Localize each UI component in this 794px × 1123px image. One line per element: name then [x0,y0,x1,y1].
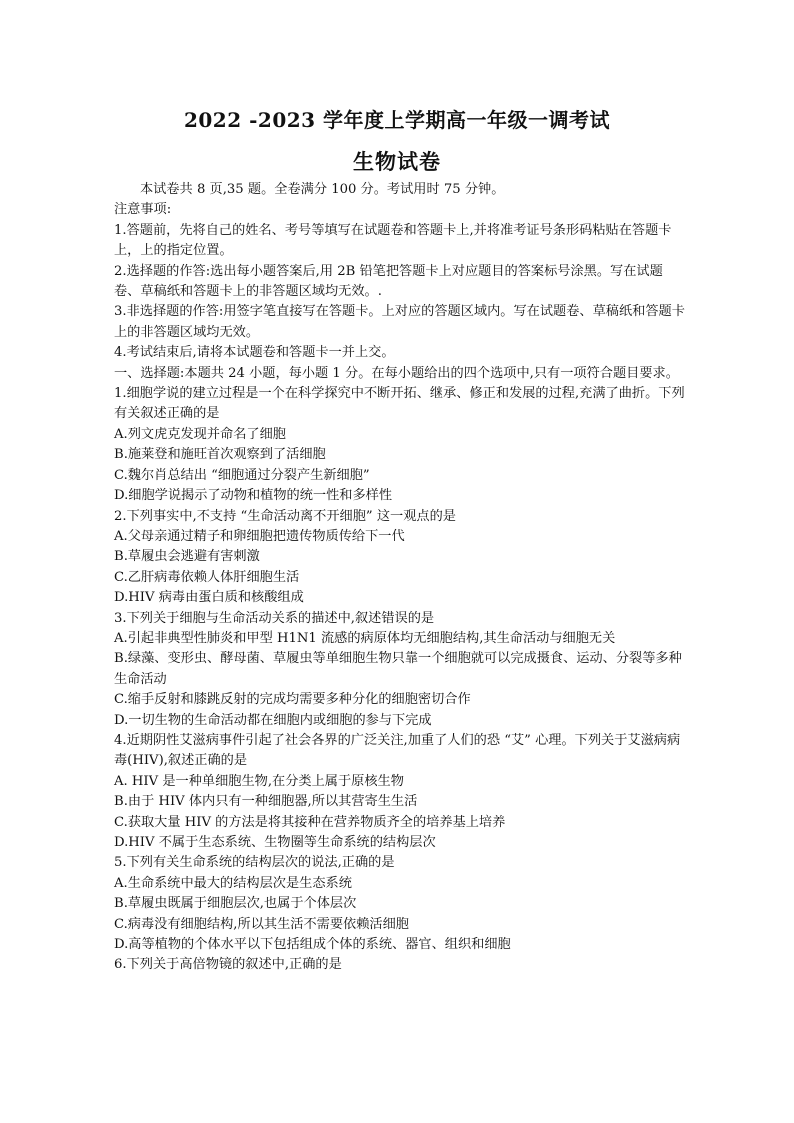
section-heading: 一、选择题:本题共 24 小题，每小题 1 分。在每小题给出的四个选项中,只有一项符合题目要求。 [114,365,679,381]
question-stem: 4.近期阴性艾滋病事件引起了社会各界的广泛关注,加重了人们的恐 “艾” 心理。下列关于艾滋病病毒(HIV),叙述正确的是 [114,732,681,769]
question-stem: 1.细胞学说的建立过程是一个在科学探究中不断开拓、继承、修正和发展的过程,充满了曲折。下列有关叙述正确的是 [114,386,685,422]
notice-heading: 注意事项: [114,202,172,218]
question-stem: 3.下列关于细胞与生命活动关系的描述中,叙述错误的是 [114,610,435,626]
notice-item: 4.考试结束后,请将本试题卷和答题卡一并上交。 [114,345,395,361]
question-option: B.绿藻、变形虫、酵母菌、草履虫等单细胞生物只靠一个细胞就可以完成摄食、运动、分裂等多种生命活动 [114,651,682,687]
question-option: D.一切生物的生命活动都在细胞内或细胞的参与下完成 [114,712,432,728]
question-option: D.细胞学说揭示了动物和植物的统一性和多样性 [114,488,393,504]
question-stem: 5.下列有关生命系统的结构层次的说法,正确的是 [114,855,395,871]
question-option: C.乙肝病毒依赖人体肝细胞生活 [114,569,300,585]
question-option: C.获取大量 HIV 的方法是将其接种在营养物质齐全的培养基上培养 [114,814,506,830]
question-stem: 2.下列事实中,不支持 “生命活动离不开细胞” 这一观点的是 [114,508,456,524]
question-option: A. HIV 是一种单细胞生物,在分类上属于原核生物 [114,773,404,789]
notice-item: 1.答题前，先将自己的姓名、考号等填写在试题卷和答题卡上,并将准考证号条形码粘贴在答题卡上，上的指定位置。 [114,222,672,259]
notice-item: 3.非选择题的作答:用签字笔直接写在答题卡。上对应的答题区域内。写在试题卷、草稿纸和答题卡上的非答题区域均无效。 [114,304,685,340]
question-option: C.魏尔肖总结出 “细胞通过分裂产生新细胞” [114,467,370,483]
question-option: A.引起非典型性肺炎和甲型 H1N1 流感的病原体均无细胞结构,其生命活动与细胞无关 [114,630,616,646]
exam-title: 2022 -2023 学年度上学期高一年级一调考试 [183,108,611,132]
intro-text: 本试卷共 8 页,35 题。全卷满分 100 分。考试用时 75 分钟。 [140,182,505,197]
exam-subtitle: 生物试卷 [353,149,441,174]
notice-item: 2.选择题的作答:选出每小题答案后,用 2B 铅笔把答题卡上对应题目的答案标号涂黑。写在试题卷、草稿纸和答题卡上的非答题区域均无效。. [114,263,663,300]
question-stem: 6.下列关于高倍物镜的叙述中,正确的是 [114,957,342,973]
question-option: A.列文虎克发现并命名了细胞 [114,426,286,442]
question-option: C.病毒没有细胞结构,所以其生活不需要依赖活细胞 [114,916,409,932]
question-option: D.HIV 病毒由蛋白质和核酸组成 [114,590,304,606]
question-option: D.高等植物的个体水平以下包括组成个体的系统、器官、组织和细胞 [114,937,511,953]
question-option: A.生命系统中最大的结构层次是生态系统 [114,875,352,891]
question-option: B.由于 HIV 体内只有一种细胞器,所以其营寄生生活 [114,794,418,810]
question-option: B.施莱登和施旺首次观察到了活细胞 [114,447,326,463]
question-option: C.缩手反射和膝跳反射的完成均需要多种分化的细胞密切合作 [114,692,471,708]
question-option: A.父母亲通过精子和卵细胞把遗传物质传给下一代 [114,528,405,544]
question-option: D.HIV 不属于生态系统、生物圈等生命系统的结构层次 [114,835,436,850]
question-option: B.草履虫会逃避有害刺激 [114,549,260,565]
question-option: B.草履虫既属于细胞层次,也属于个体层次 [114,896,357,912]
exam-body [114,180,688,976]
